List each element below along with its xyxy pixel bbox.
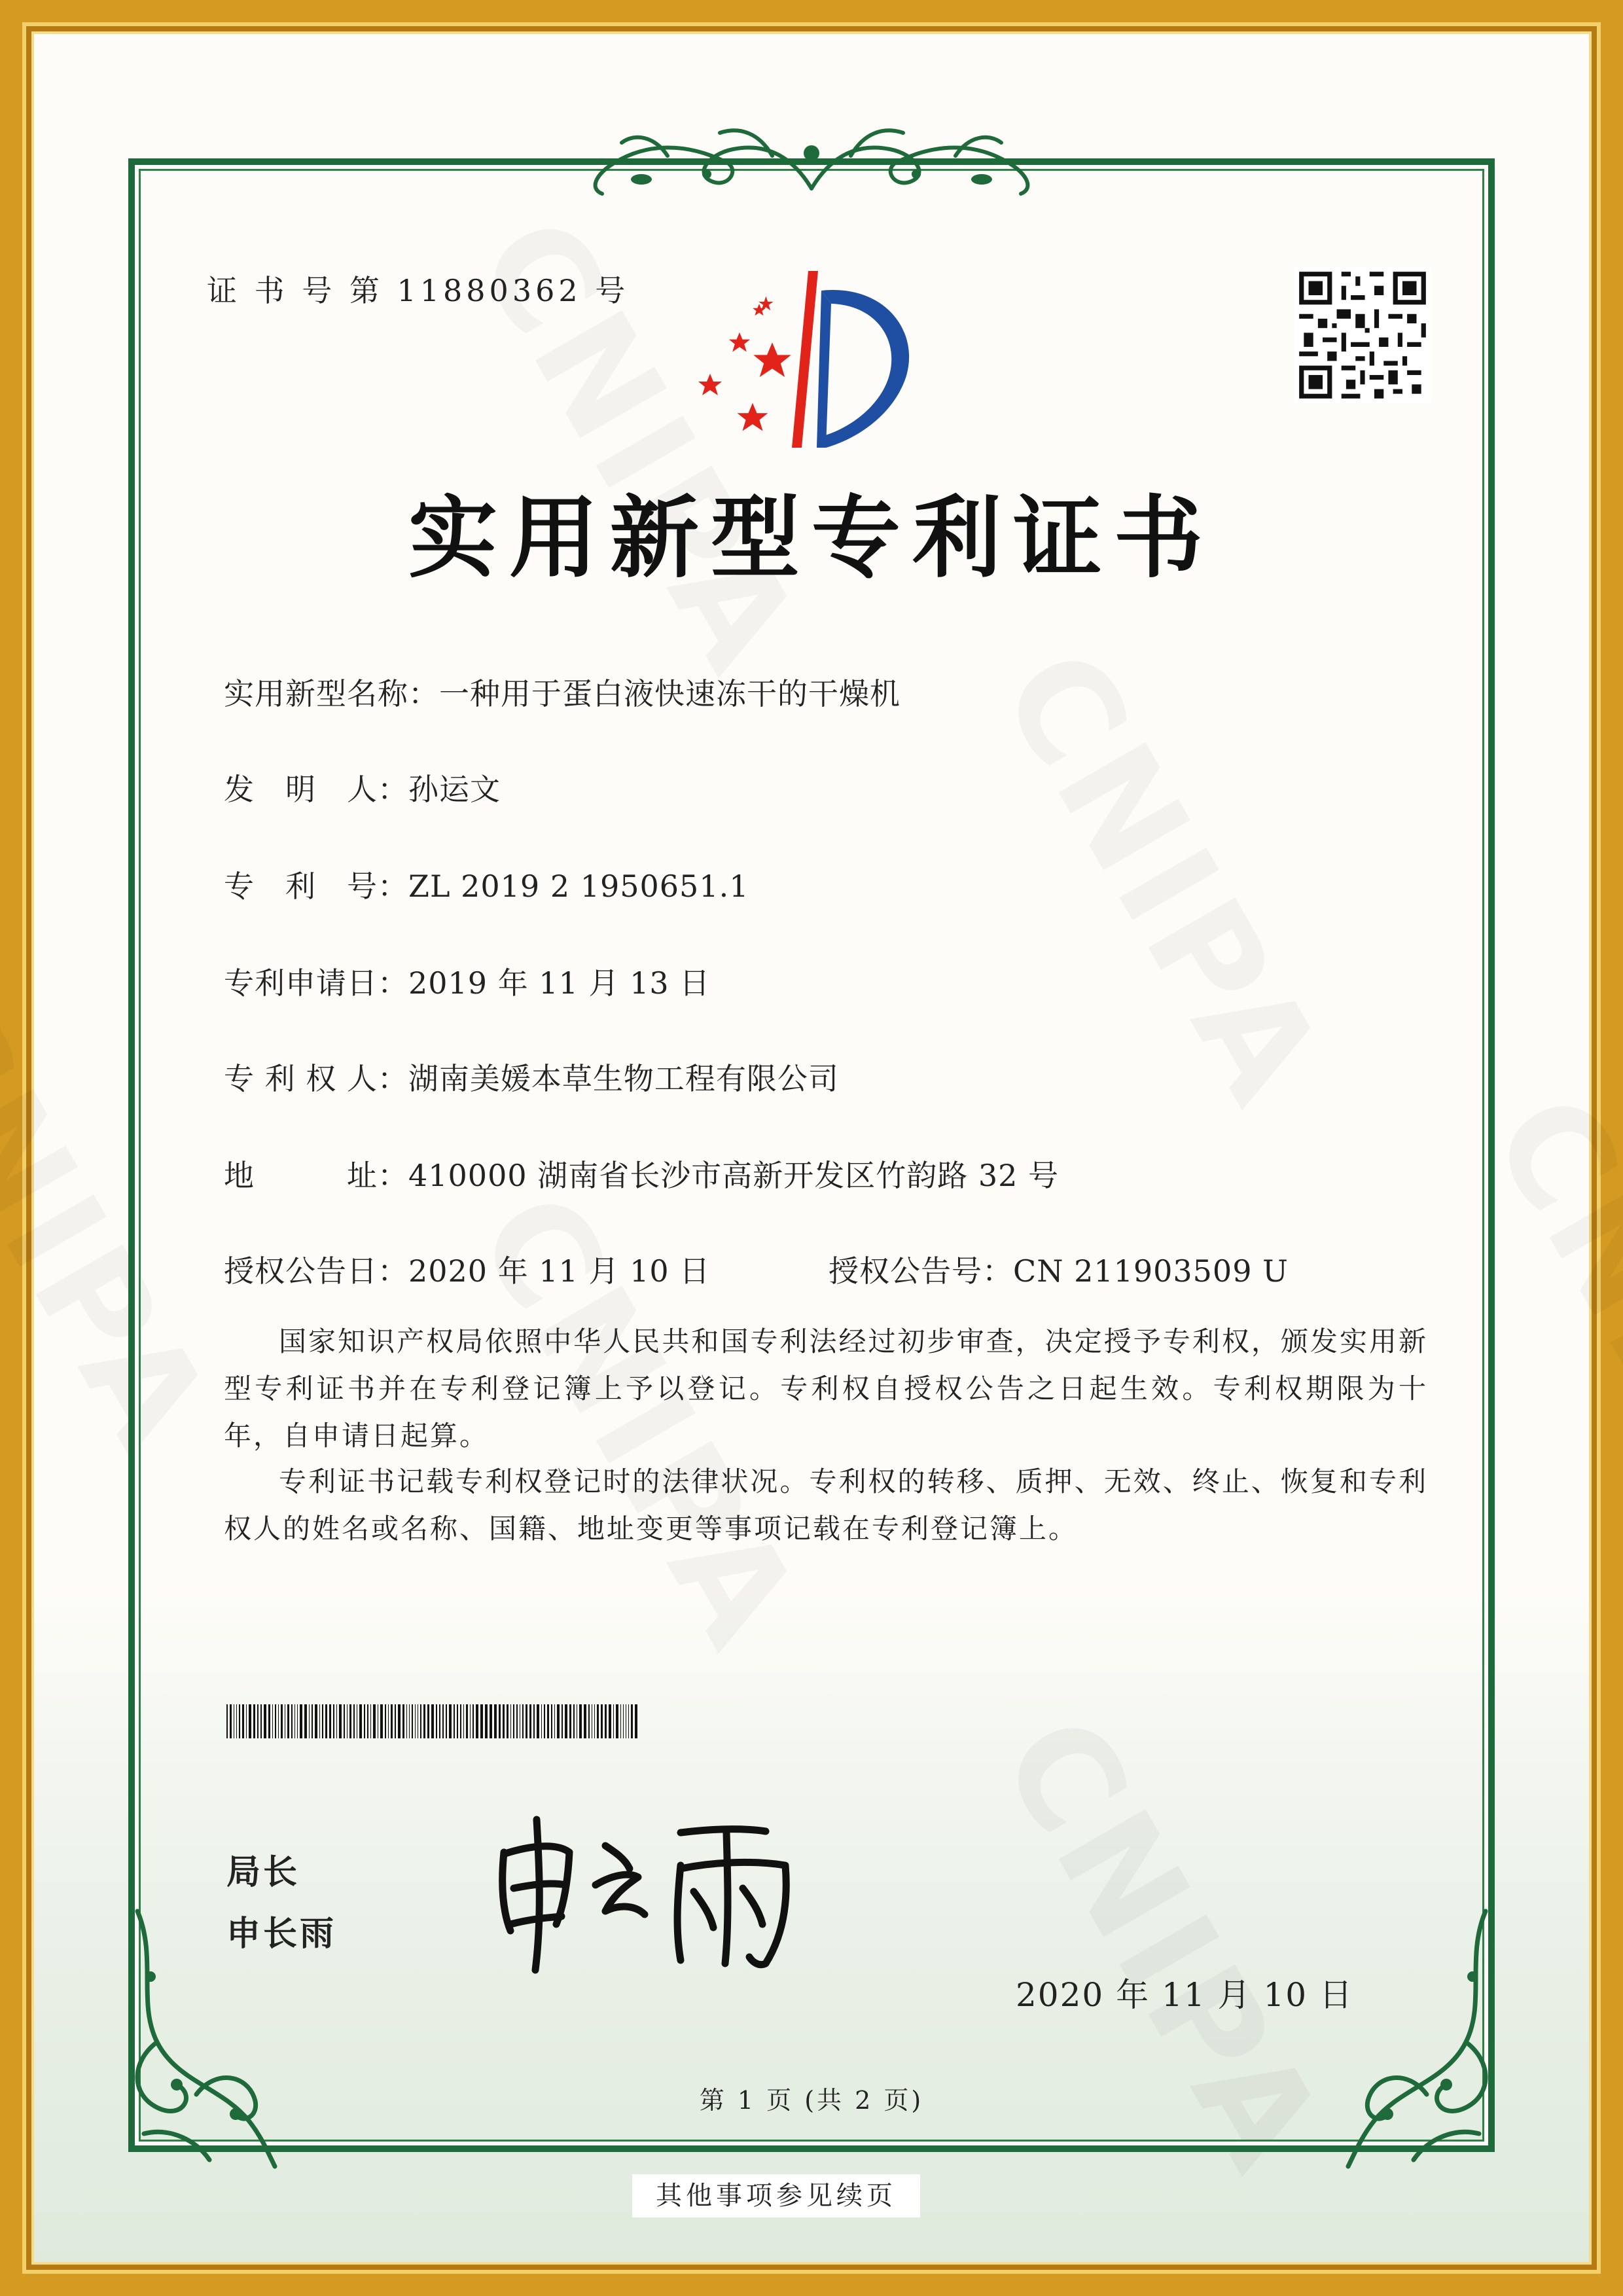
field-label: 发 明 人： [224, 772, 408, 807]
grant-date: 2020 年 11 月 10 日 [408, 1253, 711, 1289]
inventor-row [224, 766, 501, 809]
inventor: 孙运文 [408, 772, 501, 807]
patentee-row [224, 1055, 839, 1098]
barcode-icon [226, 1704, 641, 1738]
qr-code-icon [1294, 267, 1431, 403]
certificate-title: 实用新型专利证书 [408, 486, 1215, 590]
field-label: 专 利 号： [224, 869, 408, 904]
director-title: 局长 [226, 1853, 300, 1892]
page-number: 第 1 页 (共 2 页) [699, 2086, 924, 2115]
address: 410000 湖南省长沙市高新开发区竹韵路 32 号 [408, 1158, 1059, 1193]
field-label: 授权公告日： [224, 1253, 408, 1289]
patent-number-row [224, 863, 749, 906]
legal-paragraph-1: 国家知识产权局依照中华人民共和国专利法经过初步审查，决定授予专利权，颁发实用新型专利证书并在专利登记簿上予以登记。专利权自授权公告之日起生效。专利权期限为十年，自申请日起算。 [224, 1325, 1428, 1452]
grant-number-row [829, 1247, 1289, 1291]
director-signature [484, 1806, 838, 1977]
utility-model-name: 一种用于蛋白液快速冻干的干燥机 [439, 676, 901, 711]
grant-number: CN 211903509 U [1013, 1253, 1289, 1289]
field-label: 专利申请日： [224, 965, 408, 1001]
other-matters-note: 其他事项参见续页 [632, 2174, 920, 2217]
application-date-row [224, 960, 710, 1003]
field-label: 实用新型名称： [224, 676, 439, 711]
legal-paragraph-2: 专利证书记载专利权登记时的法律状况。专利权的转移、质押、无效、终止、恢复和专利权人的姓名或名称、国籍、地址变更等事项记载在专利登记簿上。 [224, 1465, 1428, 1545]
sign-date: 2020 年 11 月 10 日 [1016, 1976, 1353, 2014]
grant-date-row [224, 1247, 710, 1291]
patentee: 湖南美媛本草生物工程有限公司 [408, 1061, 839, 1096]
field-label: 专 利 权 人： [224, 1061, 408, 1096]
field-label: 地 址： [224, 1158, 408, 1193]
utility-model-name-row [224, 670, 901, 713]
corner-ornament-icon [1335, 1898, 1505, 2173]
top-ornament-icon [576, 117, 1047, 202]
field-label: 授权公告号： [829, 1253, 1013, 1289]
director-name: 申长雨 [226, 1914, 337, 1954]
cnipa-emblem-icon [687, 264, 936, 461]
certificate-number: 证 书 号 第 11880362 号 [207, 273, 630, 308]
patent-number: ZL 2019 2 1950651.1 [408, 869, 749, 904]
application-date: 2019 年 11 月 13 日 [408, 965, 711, 1001]
address-row [224, 1152, 1059, 1195]
